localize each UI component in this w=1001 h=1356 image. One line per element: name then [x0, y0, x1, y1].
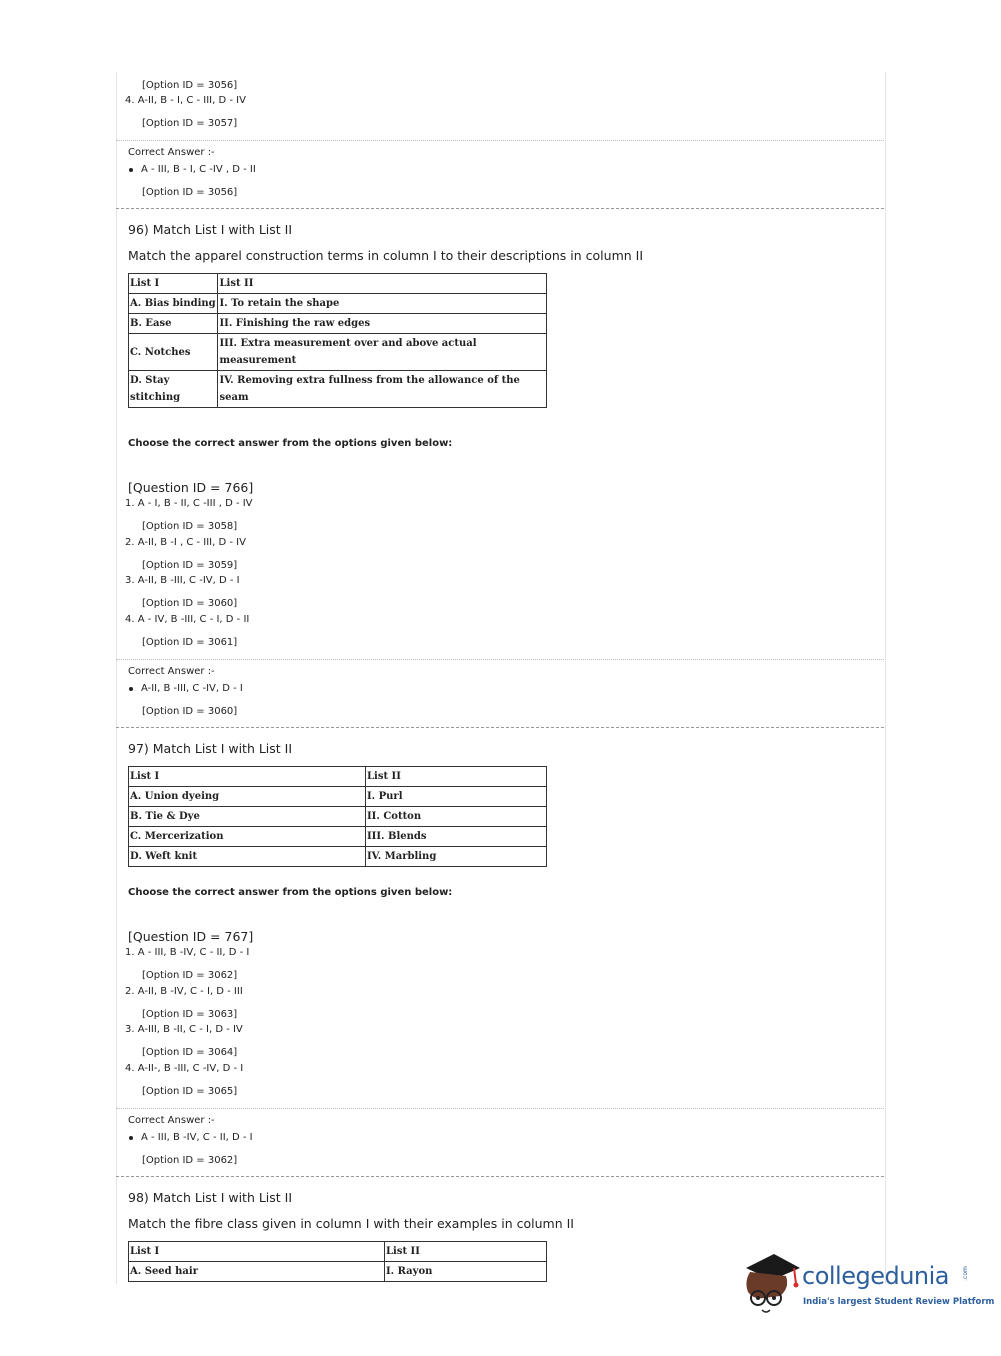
- correct-answer-label: Correct Answer :-: [128, 1115, 215, 1126]
- match-table: [128, 1241, 547, 1282]
- option-text: 4. A-II, B - I, C - III, D - IV: [125, 95, 246, 106]
- correct-answer: A - III, B -IV, C - II, D - I: [141, 1132, 253, 1143]
- option-text: 4. A - IV, B -III, C - I, D - II: [125, 614, 250, 625]
- correct-answer-label: Correct Answer :-: [128, 147, 215, 158]
- table-cell: II. Cotton: [366, 807, 547, 827]
- bullet-icon: [129, 1136, 133, 1140]
- table-cell: III. Extra measurement over and above actual measurement: [218, 334, 547, 371]
- table-cell: B. Tie & Dye: [129, 807, 366, 827]
- table-header: List I: [129, 1242, 385, 1262]
- question-id: [Question ID = 766]: [128, 480, 254, 495]
- table-cell: D. Weft knit: [129, 847, 366, 867]
- option-id: [Option ID = 3057]: [142, 118, 238, 129]
- option-id: [Option ID = 3056]: [142, 187, 238, 198]
- question-heading: 96) Match List I with List II: [128, 222, 293, 237]
- table-header: List I: [129, 274, 218, 294]
- divider: [116, 140, 884, 141]
- question-instruction: Match the fibre class given in column I with their examples in column II: [128, 1216, 574, 1231]
- option-id: [Option ID = 3060]: [142, 598, 238, 609]
- table-cell: I. To retain the shape: [218, 294, 547, 314]
- option-id: [Option ID = 3063]: [142, 1009, 238, 1020]
- option-text: 3. A-III, B -II, C - I, D - IV: [125, 1024, 243, 1035]
- collegedunia-logo: [740, 1248, 995, 1318]
- table-cell: IV. Marbling: [366, 847, 547, 867]
- table-cell: I. Rayon: [385, 1262, 547, 1282]
- table-cell: A. Union dyeing: [129, 787, 366, 807]
- option-id: [Option ID = 3061]: [142, 637, 238, 648]
- option-text: 3. A-II, B -III, C -IV, D - I: [125, 575, 240, 586]
- option-text: 1. A - III, B -IV, C - II, D - I: [125, 947, 250, 958]
- correct-answer-label: Correct Answer :-: [128, 666, 215, 677]
- choose-instruction: Choose the correct answer from the options given below:: [128, 438, 453, 449]
- match-table: [128, 273, 547, 408]
- option-id: [Option ID = 3062]: [142, 1155, 238, 1166]
- table-cell: D. Stay stitching: [129, 371, 218, 408]
- question-divider: [116, 727, 884, 728]
- table-cell: B. Ease: [129, 314, 218, 334]
- match-table: [128, 766, 547, 867]
- option-id: [Option ID = 3056]: [142, 80, 238, 91]
- table-header: List II: [366, 767, 547, 787]
- mascot-icon: [740, 1248, 802, 1318]
- question-divider: [116, 208, 884, 209]
- bullet-icon: [129, 168, 133, 172]
- question-heading: 98) Match List I with List II: [128, 1190, 293, 1205]
- table-cell: C. Notches: [129, 334, 218, 371]
- table-cell: III. Blends: [366, 827, 547, 847]
- brand-name: collegedunia: [802, 1262, 950, 1290]
- divider: [116, 659, 884, 660]
- table-cell: A. Seed hair: [129, 1262, 385, 1282]
- table-header: List II: [218, 274, 547, 294]
- option-id: [Option ID = 3062]: [142, 970, 238, 981]
- question-instruction: Match the apparel construction terms in column I to their descriptions in column II: [128, 248, 644, 263]
- question-divider: [116, 1176, 884, 1177]
- table-cell: IV. Removing extra fullness from the allowance of the seam: [218, 371, 547, 408]
- table-cell: II. Finishing the raw edges: [218, 314, 547, 334]
- option-id: [Option ID = 3064]: [142, 1047, 238, 1058]
- correct-answer: A-II, B -III, C -IV, D - I: [141, 683, 243, 694]
- option-id: [Option ID = 3060]: [142, 706, 238, 717]
- brand-dotcom: .com: [961, 1266, 969, 1281]
- option-id: [Option ID = 3065]: [142, 1086, 238, 1097]
- table-cell: I. Purl: [366, 787, 547, 807]
- brand-tagline: India's largest Student Review Platform: [803, 1297, 995, 1307]
- option-text: 2. A-II, B -IV, C - I, D - III: [125, 986, 243, 997]
- option-id: [Option ID = 3058]: [142, 521, 238, 532]
- choose-instruction: Choose the correct answer from the options given below:: [128, 887, 453, 898]
- question-id: [Question ID = 767]: [128, 929, 254, 944]
- table-header: List II: [385, 1242, 547, 1262]
- option-id: [Option ID = 3059]: [142, 560, 238, 571]
- question-heading: 97) Match List I with List II: [128, 741, 293, 756]
- table-cell: C. Mercerization: [129, 827, 366, 847]
- bullet-icon: [129, 687, 133, 691]
- option-text: 1. A - I, B - II, C -III , D - IV: [125, 498, 253, 509]
- table-header: List I: [129, 767, 366, 787]
- divider: [116, 1108, 884, 1109]
- table-cell: A. Bias binding: [129, 294, 218, 314]
- correct-answer: A - III, B - I, C -IV , D - II: [141, 164, 256, 175]
- option-text: 4. A-II-, B -III, C -IV, D - I: [125, 1063, 244, 1074]
- option-text: 2. A-II, B -I , C - III, D - IV: [125, 537, 246, 548]
